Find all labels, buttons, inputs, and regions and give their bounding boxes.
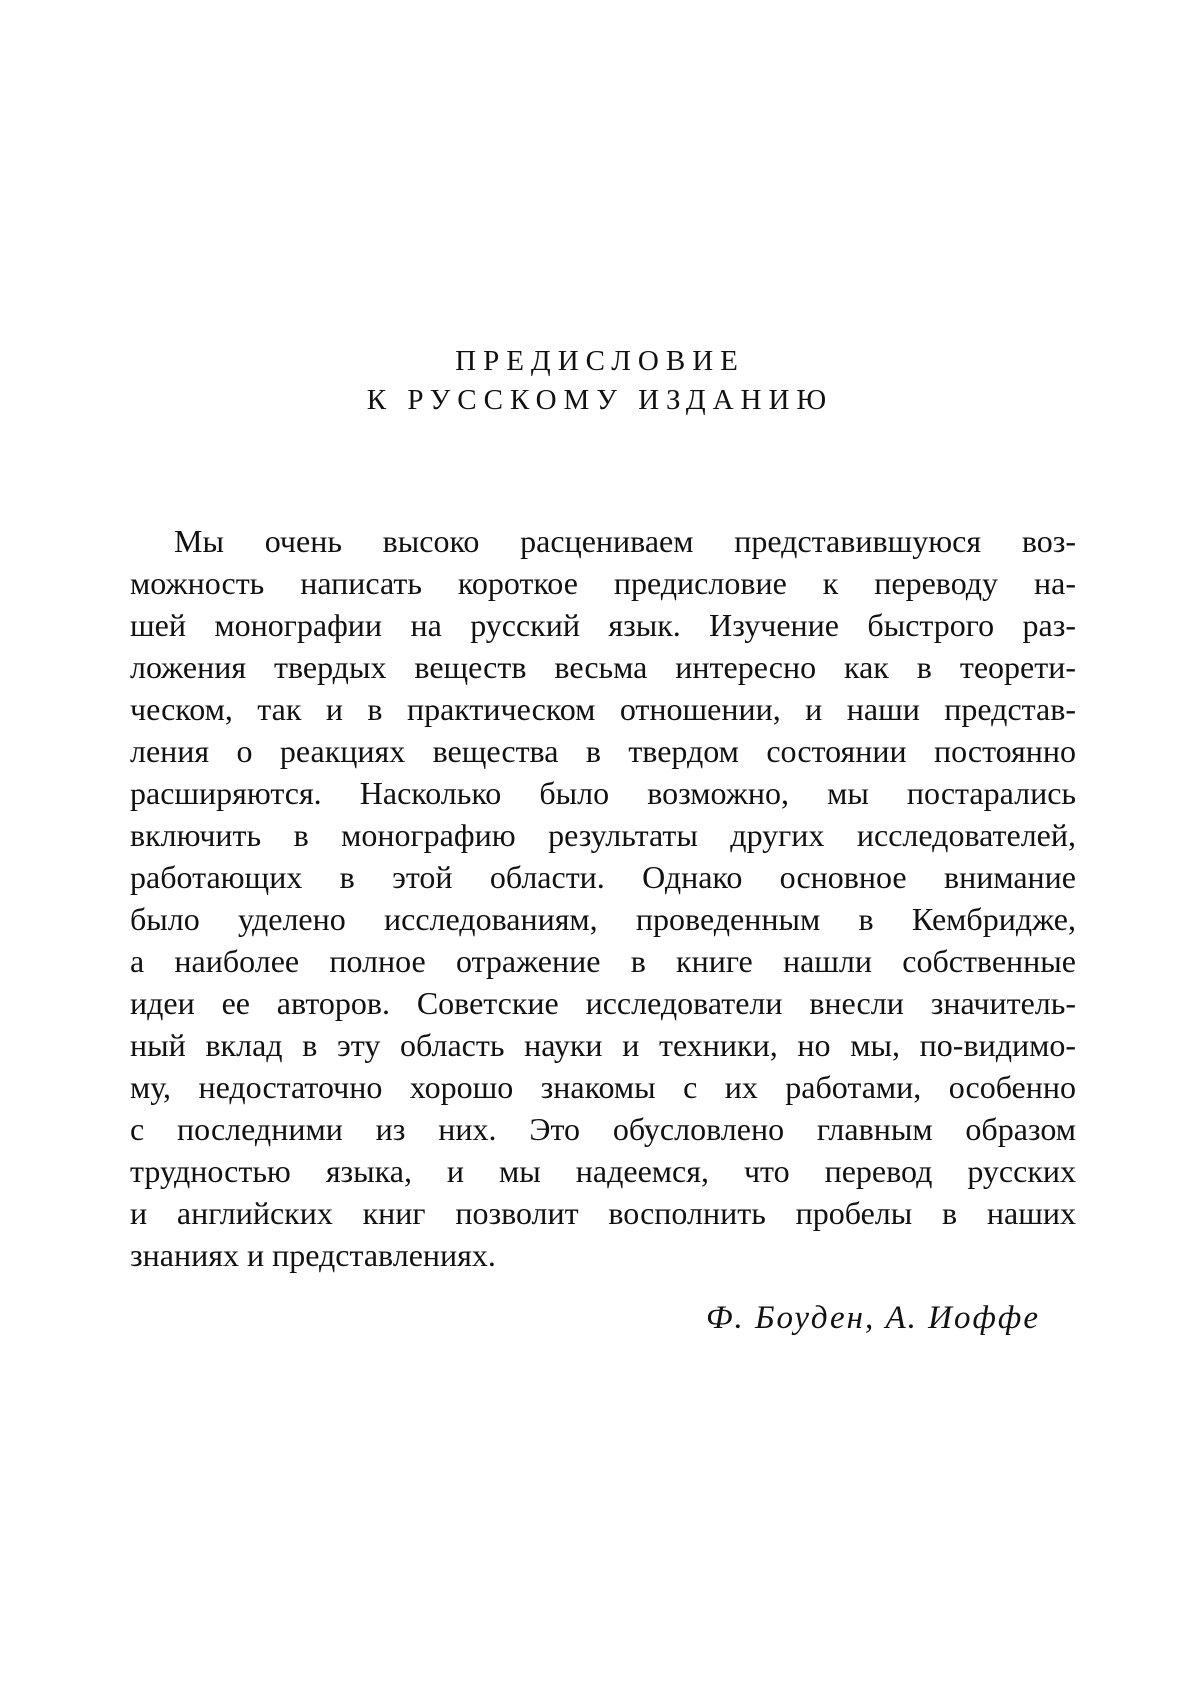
body-line: трудностью языка, и мы надеемся, что перевод русских (130, 1153, 1076, 1189)
body-line: Мы очень высоко расцениваем представившуюся воз- (174, 523, 1076, 559)
body-line: ления о реакциях вещества в твердом состоянии постоянно (130, 733, 1076, 769)
body-line: с последними из них. Это обусловлено главным образом (130, 1111, 1076, 1147)
body-line: включить в монографию результаты других исследователей, (130, 817, 1076, 853)
heading-line-2: К РУССКОМУ ИЗДАНИЮ (366, 384, 834, 416)
body-line: му, недостаточно хорошо знакомы с их работами, особенно (130, 1069, 1076, 1105)
body-line: ложения твердых веществ весьма интересно как в теорети- (130, 649, 1076, 685)
body-line: знаниях и представлениях. (130, 1237, 496, 1273)
body-line: идеи ее авторов. Советские исследователи внесли значитель- (130, 985, 1076, 1021)
body-line: расширяются. Насколько было возможно, мы постарались (130, 775, 1076, 811)
body-line: ный вклад в эту область науки и техники, но мы, по-видимо- (130, 1027, 1076, 1063)
body-line: было уделено исследованиям, проведенным в Кембридже, (130, 901, 1076, 937)
authors-signature: Ф. Боуден, А. Иоффе (705, 1300, 1040, 1336)
heading-line-1: ПРЕДИСЛОВИЕ (455, 345, 745, 377)
preface-body (130, 520, 1076, 1276)
body-line: можность написать короткое предисловие к переводу на- (130, 565, 1076, 601)
body-line: работающих в этой области. Однако основное внимание (130, 859, 1076, 895)
body-line: шей монографии на русский язык. Изучение быстрого раз- (130, 607, 1076, 643)
body-line: ческом, так и в практическом отношении, и наши представ- (130, 691, 1076, 727)
body-line: и английских книг позволит восполнить пробелы в наших (130, 1195, 1076, 1231)
body-line: а наиболее полное отражение в книге нашли собственные (130, 943, 1076, 979)
